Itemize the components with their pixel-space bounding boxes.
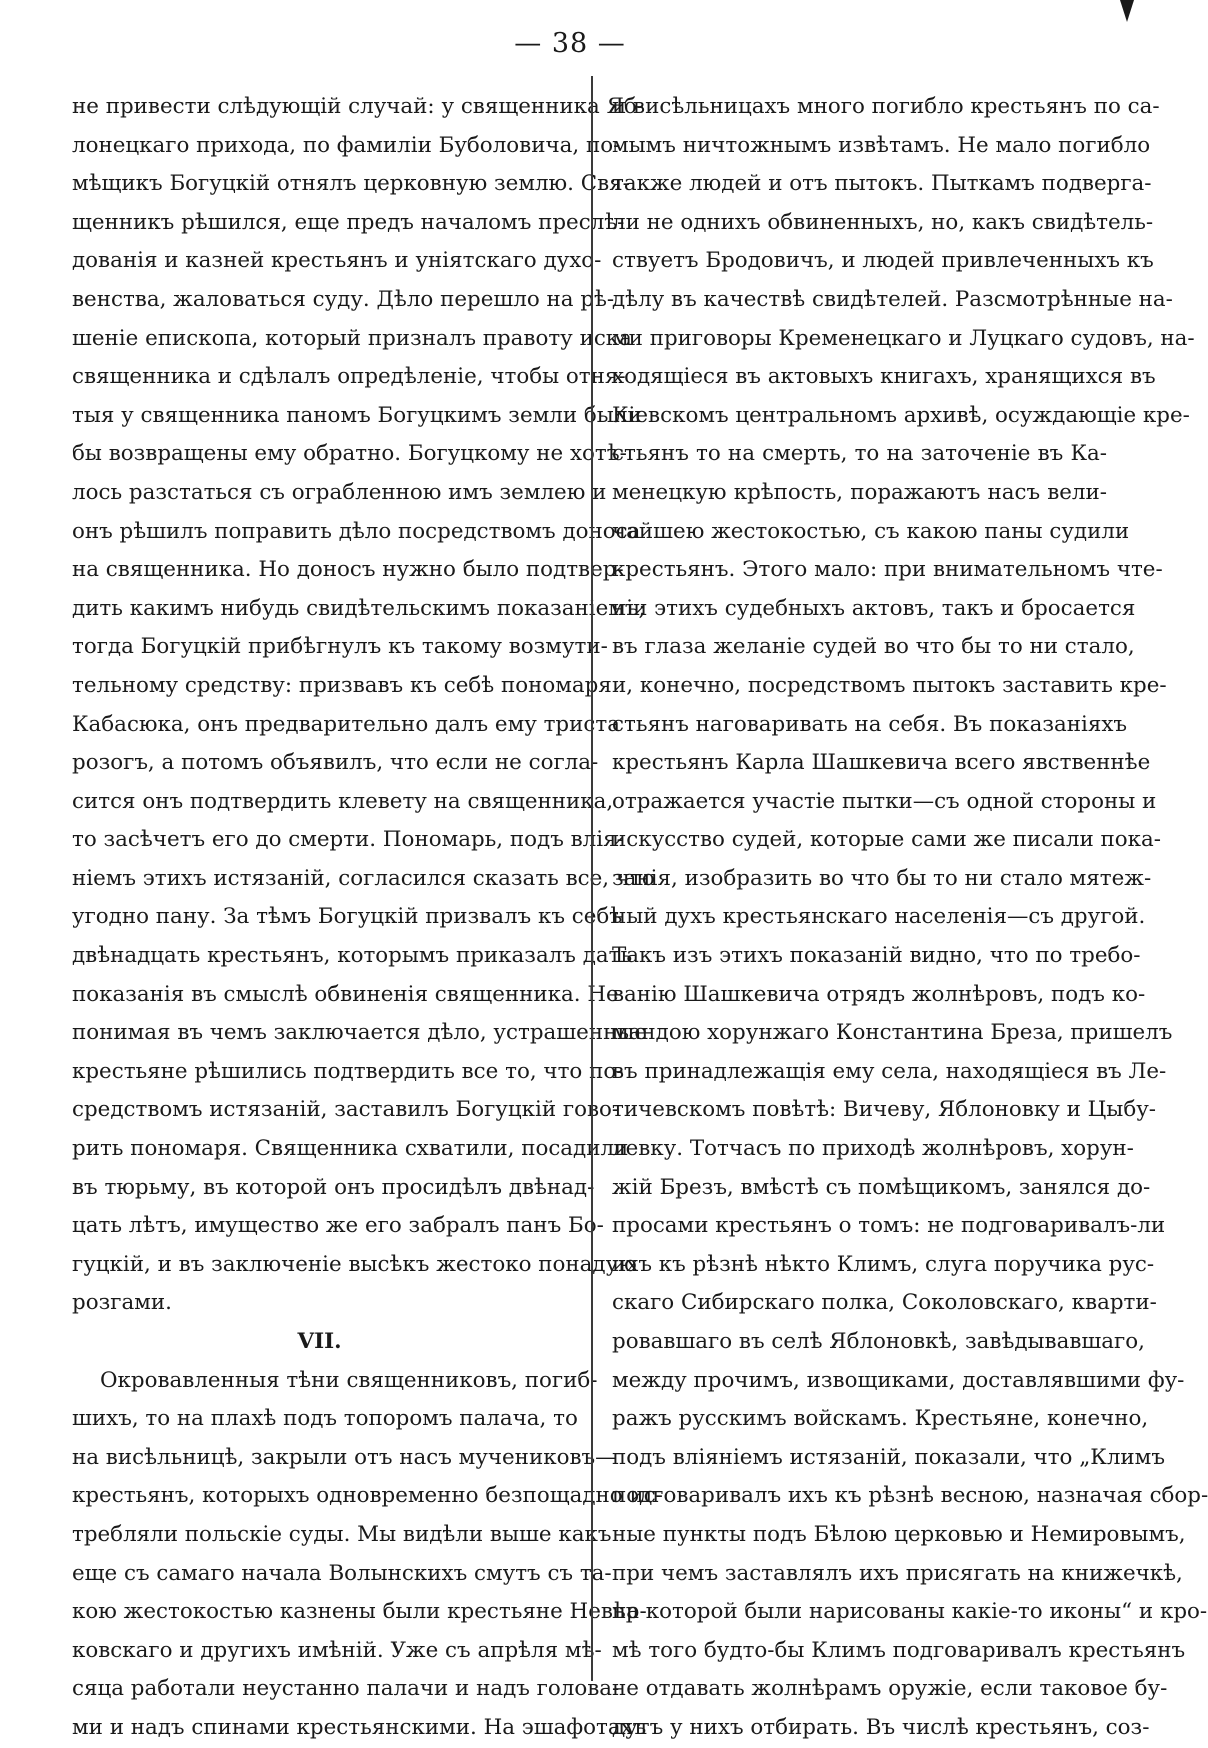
text-line: кою жестокостью казнены были крестьяне Невѣр- (72, 1599, 647, 1625)
text-line: ніи этихъ судебныхъ актовъ, такъ и бросается (612, 595, 1136, 621)
text-line: крестьянъ, которыхъ одновременно безпощадно ис- (72, 1483, 663, 1509)
left-column-text-bottom (72, 1362, 663, 1748)
text-line: тыя у священника паномъ Богуцкимъ земли были (72, 402, 642, 428)
text-line: въ принадлежащія ему села, находящіеся въ Ле- (612, 1058, 1167, 1084)
text-line: дить какимъ нибудь свидѣтельскимъ показаніемъ; (72, 595, 646, 621)
text-line: стьянъ то на смерть, то на заточеніе въ Ка- (612, 441, 1107, 467)
text-line: на висѣльницѣ, закрыли отъ насъ мучениковъ— (72, 1444, 617, 1470)
text-line: угодно пану. За тѣмъ Богуцкій призвалъ къ себѣ (72, 904, 623, 930)
text-line: дутъ у нихъ отбирать. Въ числѣ крестьянъ, соз- (612, 1714, 1150, 1740)
text-line: Кіевскомъ центральномъ архивѣ, осуждающіе кре- (612, 402, 1190, 428)
text-line: на которой были нарисованы какіе-то иконы“ и кро- (612, 1599, 1208, 1625)
text-line: ми приговоры Кременецкаго и Луцкаго судовъ, на- (612, 325, 1195, 351)
text-line: двѣнадцать крестьянъ, которымъ приказалъ дать (72, 943, 633, 969)
text-line: подъ вліяніемъ истязаній, показали, что „Климъ (612, 1444, 1165, 1470)
text-line: въ тюрьму, въ которой онъ просидѣлъ двѣнад- (72, 1174, 595, 1200)
text-line: при чемъ заставлялъ ихъ присягать на книжечкѣ, (612, 1560, 1183, 1586)
text-line: также людей и отъ пытокъ. Пыткамъ подверга- (612, 171, 1152, 197)
text-line: мандою хорунжаго Константина Бреза, пришелъ (612, 1020, 1173, 1046)
text-line: крестьянъ Карла Шашкевича всего явственнѣе (612, 750, 1151, 776)
text-line: щенникъ рѣшился, еще предъ началомъ преслѣ- (72, 209, 625, 235)
text-line: сится онъ подтвердить клевету на священника, (72, 788, 614, 814)
text-line: лонецкаго прихода, по фамиліи Буболовича, по- (72, 132, 621, 158)
text-line: средствомъ истязаній, заставилъ Богуцкій гово- (72, 1097, 620, 1123)
text-line: ражъ русскимъ войскамъ. Крестьяне, конечно, (612, 1406, 1149, 1432)
text-line: понимая въ чемъ заключается дѣло, устрашенные (72, 1020, 648, 1046)
text-line: розогъ, а потомъ объявилъ, что если не согла- (72, 750, 599, 776)
text-line: менецкую крѣпость, поражаютъ насъ вели- (612, 479, 1107, 505)
text-line: цать лѣтъ, имущество же его забралъ панъ Бо- (72, 1213, 604, 1239)
text-line: онъ рѣшилъ поправить дѣло посредствомъ доноса (72, 518, 641, 544)
text-line: ходящіеся въ актовыхъ книгахъ, хранящихся въ (612, 364, 1156, 390)
section-heading: VII. (297, 1329, 342, 1354)
text-line: мымъ ничтожнымъ извѣтамъ. Не мало погибло (612, 132, 1151, 158)
text-line: еще съ самаго начала Волынскихъ смутъ съ та- (72, 1560, 612, 1586)
text-line: жій Брезъ, вмѣстѣ съ помѣщикомъ, занялся до- (612, 1174, 1151, 1200)
page-number: — 38 — (514, 28, 626, 59)
text-line: занія, изобразить во что бы то ни стало мятеж- (612, 865, 1152, 891)
text-line: шеніе епископа, который призналъ правоту иска (72, 325, 632, 351)
text-line: тельному средству: призвавъ къ себѣ пономаря (72, 672, 612, 698)
text-line: не привести слѣдующій случай: у священника Яб- (72, 94, 644, 119)
text-line: венства, жаловаться суду. Дѣло перешло на рѣ- (72, 286, 615, 312)
left-column (72, 88, 663, 1748)
text-line: ихъ къ рѣзнѣ нѣкто Климъ, слуга поручика рус- (612, 1251, 1155, 1277)
text-line: въ глаза желаніе судей во что бы то ни стало, (612, 634, 1135, 660)
text-line: ный духъ крестьянскаго населенія—съ другой. (612, 904, 1146, 930)
text-line: мѣщикъ Богуцкій отнялъ церковную землю. Свя- (72, 171, 630, 197)
text-line: крестьяне рѣшились подтвердить все то, что по- (72, 1058, 624, 1084)
text-line: искусство судей, которые сами же писали пока- (612, 827, 1162, 853)
corner-ink-mark (1120, 0, 1134, 22)
text-line: лось разстаться съ ограбленною имъ землею и (72, 479, 607, 505)
text-line: не отдавать жолнѣрамъ оружіе, если таковое бу- (612, 1676, 1168, 1702)
text-line: гуцкій, и въ заключеніе высѣкъ жестоко понадую (72, 1251, 637, 1277)
text-line: ванію Шашкевича отрядъ жолнѣровъ, подъ ко- (612, 981, 1146, 1007)
text-line: просами крестьянъ о томъ: не подговаривалъ-ли (612, 1213, 1166, 1239)
left-column-text-top (72, 88, 655, 1323)
right-column (612, 88, 1208, 1748)
text-line: Окровавленныя тѣни священниковъ, погиб- (100, 1367, 598, 1393)
text-line: ніемъ этихъ истязаній, согласился сказать все, что (72, 865, 655, 891)
text-line: и висѣльницахъ много погибло крестьянъ по са- (612, 94, 1160, 119)
text-line: и, конечно, посредствомъ пытокъ заставить кре- (612, 672, 1167, 698)
text-line: подговаривалъ ихъ къ рѣзнѣ весною, назначая сбор- (612, 1483, 1208, 1509)
text-line: показанія въ смыслѣ обвиненія священника. Не (72, 981, 619, 1007)
column-divider (591, 76, 593, 1681)
text-line: ные пункты подъ Бѣлою церковью и Немировымъ, (612, 1521, 1186, 1547)
text-line: Такъ изъ этихъ показаній видно, что по требо- (612, 943, 1141, 969)
right-column-text (612, 88, 1208, 1748)
text-line: отражается участіе пытки—съ одной стороны и (612, 788, 1157, 814)
text-line: стьянъ наговаривать на себя. Въ показаніяхъ (612, 711, 1128, 737)
text-line: то засѣчетъ его до смерти. Пономарь, подъ влія- (72, 827, 624, 853)
text-line: розгами. (72, 1290, 172, 1316)
text-line: священника и сдѣлалъ опредѣленіе, чтобы отня- (72, 364, 626, 390)
text-line: ли не однихъ обвиненныхъ, но, какъ свидѣтель- (612, 209, 1154, 235)
text-line: шихъ, то на плахѣ подъ топоромъ палача, то (72, 1406, 578, 1432)
text-line: бы возвращены ему обратно. Богуцкому не хотѣ- (72, 441, 627, 467)
text-line: ствуетъ Бродовичъ, и людей привлеченныхъ къ (612, 248, 1154, 274)
text-line: скаго Сибирскаго полка, Соколовскаго, кварти- (612, 1290, 1157, 1316)
text-line: дѣлу въ качествѣ свидѣтелей. Разсмотрѣнные на- (612, 286, 1173, 312)
text-line: ковскаго и другихъ имѣній. Уже съ апрѣля мѣ- (72, 1637, 602, 1663)
text-line: требляли польскіе суды. Мы видѣли выше какъ (72, 1521, 612, 1547)
text-line: ровавшаго въ селѣ Яблоновкѣ, завѣдывавшаго, (612, 1329, 1145, 1354)
text-line: тогда Богуцкій прибѣгнулъ къ такому возмути- (72, 634, 608, 660)
text-line: рить пономаря. Священника схватили, посадили (72, 1136, 629, 1162)
text-line: между прочимъ, извощиками, доставлявшими фу- (612, 1367, 1185, 1393)
text-line: мѣ того будто-бы Климъ подговаривалъ крестьянъ (612, 1637, 1186, 1663)
text-line: левку. Тотчасъ по приходѣ жолнѣровъ, хорун- (612, 1136, 1134, 1162)
text-line: ми и надъ спинами крестьянскими. На эшафотахъ (72, 1714, 647, 1740)
text-line: чайшею жестокостью, съ какою паны судили (612, 518, 1130, 544)
text-line: крестьянъ. Этого мало: при внимательномъ чте- (612, 557, 1163, 583)
text-line: дованія и казней крестьянъ и уніятскаго духо- (72, 248, 602, 274)
text-line: тичевскомъ повѣтѣ: Вичеву, Яблоновку и Цыбу- (612, 1097, 1157, 1123)
text-line: сяца работали неустанно палачи и надъ голова- (72, 1676, 620, 1702)
text-line: Кабасюка, онъ предварительно далъ ему триста (72, 711, 620, 737)
text-line: на священника. Но доносъ нужно было подтвер- (72, 557, 624, 583)
